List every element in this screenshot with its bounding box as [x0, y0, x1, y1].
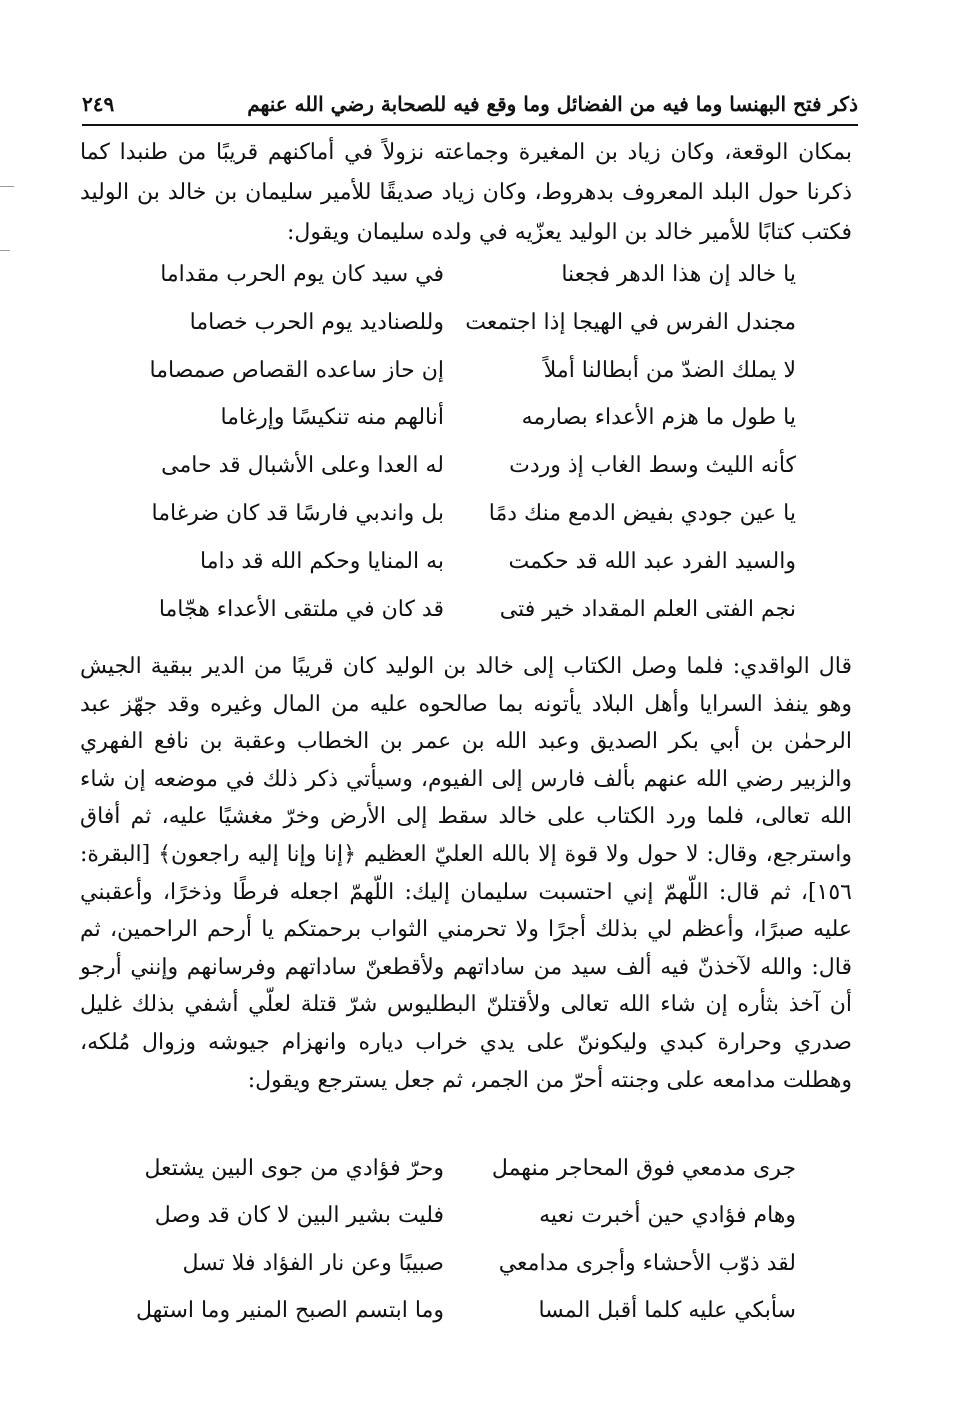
verse-line	[80, 1298, 796, 1345]
margin-tick	[0, 186, 14, 187]
verse-first-hemistich: يا خالد إن هذا الدهر فجعنا	[561, 262, 796, 287]
verse-second-hemistich: بل واندبي فارسًا قد كان ضرغاما	[151, 500, 444, 526]
verse-first-hemistich: جرى مدمعي فوق المحاجر منهمل	[491, 1156, 796, 1181]
running-title: ذكر فتح البهنسا وما فيه من الفضائل وما وقع فيه للصحابة رضي الله عنهم	[247, 92, 858, 116]
verse-line	[80, 310, 796, 358]
verse-first-hemistich: سأبكي عليه كلما أقبل المسا	[538, 1297, 796, 1323]
verse-first-hemistich: يا عين جودي بفيض الدمع منك دمًا	[488, 500, 796, 526]
verse-line	[80, 597, 796, 645]
verse-first-hemistich: مجندل الفرس في الهيجا إذا اجتمعت	[465, 309, 796, 335]
verse-line	[80, 453, 796, 501]
verse-second-hemistich: وللصناديد يوم الحرب خصاما	[189, 309, 444, 335]
verse-line	[80, 358, 796, 406]
verse-second-hemistich: وما ابتسم الصبح المنير وما استهل	[136, 1297, 444, 1323]
poem-elegy-2	[80, 1156, 796, 1345]
verse-second-hemistich: أنالهم منه تنكيسًا وإرغاما	[220, 405, 444, 431]
verse-second-hemistich: صبيبًا وعن نار الفؤاد فلا تسل	[182, 1250, 444, 1276]
verse-second-hemistich: له العدا وعلى الأشبال قد حامى	[161, 453, 444, 479]
verse-second-hemistich: وحرّ فؤادي من جوى البين يشتعل	[144, 1156, 444, 1181]
verse-line	[80, 1203, 796, 1250]
intro-paragraph: بمكان الوقعة، وكان زياد بن المغيرة وجماعته نزولاً في أماكنهم قريبًا من طنبدا كما ذكرنا حول البلد المعروف بدهروط، وكان زياد صديقًا للأمير سليمان بن خالد بن الوليد فكتب كتابًا للأمير خالد بن الوليد يعزّيه في ولده سليمان ويقول:	[80, 140, 852, 245]
verse-first-hemistich: كأنه الليث وسط الغاب إذ وردت	[509, 453, 796, 479]
verse-first-hemistich: وهام فؤادي حين أخبرت نعيه	[539, 1203, 796, 1229]
verse-first-hemistich: نجم الفتى العلم المقداد خير فتى	[499, 596, 796, 622]
verse-line	[80, 1251, 796, 1298]
verse-second-hemistich: به المنايا وحكم الله قد داما	[200, 548, 444, 574]
verse-line	[80, 1156, 796, 1203]
narrative-paragraph: قال الواقدي: فلما وصل الكتاب إلى خالد بن الوليد كان قريبًا من الدير ببقية الجيش وهو ينفذ السرايا وأهل البلاد يأتونه بما صالحوه عليه من المال وغيره وقد جهّز عبد الرحمٰن بن أبي بكر الصديق وعبد الله بن عمر بن الخطاب وعقبة بن نافع الفهري والزبير رضي الله عنهم بألف فارس إلى الفيوم، وسيأتي ذكر ذلك في موضعه إن شاء الله تعالى، فلما ورد الكتاب على خالد سقط إلى الأرض وخرّ مغشيًا عليه، ثم أفاق واسترجع، وقال: لا حول ولا قوة إلا بالله العليّ العظيم ﴿إنا وإنا إليه راجعون﴾ [البقرة: ١٥٦]، ثم قال: اللّهمّ إني احتسبت سليمان إليك: اللّهمّ اجعله فرطًا وذخرًا، وأعقبني عليه صبرًا، وأعظم لي بذلك أجرًا ولا تحرمني الثواب برحمتكم يا أرحم الراحمين، ثم قال: والله لآخذنّ فيه ألف سيد من ساداتهم ولأقطعنّ ساداتهم وفرسانهم وإنني أرجو أن آخذ بثأره إن شاء الله تعالى ولأقتلنّ البطليوس شرّ قتلة لعلّي أشفي بذلك غليل صدري وحرارة كبدي وليكوننّ على يدي خراب دياره وانهزام جيوشه وزوال مُلكه، وهطلت مدامعه على وجنته أحرّ من الجمر، ثم جعل يسترجع ويقول:	[80, 654, 852, 1093]
verse-line	[80, 549, 796, 597]
page-header	[82, 84, 858, 126]
verse-second-hemistich: فليت بشير البين لا كان قد وصل	[154, 1203, 444, 1229]
poem-elegy-1	[80, 262, 796, 644]
verse-second-hemistich: إن حاز ساعده القصاص صمصاما	[149, 357, 444, 383]
page-number: ٢٤٩	[82, 92, 115, 116]
verse-first-hemistich: والسيد الفرد عبد الله قد حكمت	[508, 548, 796, 574]
verse-line	[80, 405, 796, 453]
verse-line	[80, 501, 796, 549]
verse-second-hemistich: في سيد كان يوم الحرب مقداما	[160, 262, 444, 287]
verse-first-hemistich: يا طول ما هزم الأعداء بصارمه	[521, 405, 796, 431]
verse-first-hemistich: لا يملك الضدّ من أبطالنا أملاً	[543, 357, 796, 383]
verse-first-hemistich: لقد ذوّب الأحشاء وأجرى مدامعي	[498, 1250, 796, 1276]
verse-second-hemistich: قد كان في ملتقى الأعداء هجّاما	[158, 596, 444, 622]
margin-tick	[0, 250, 10, 251]
verse-line	[80, 262, 796, 310]
